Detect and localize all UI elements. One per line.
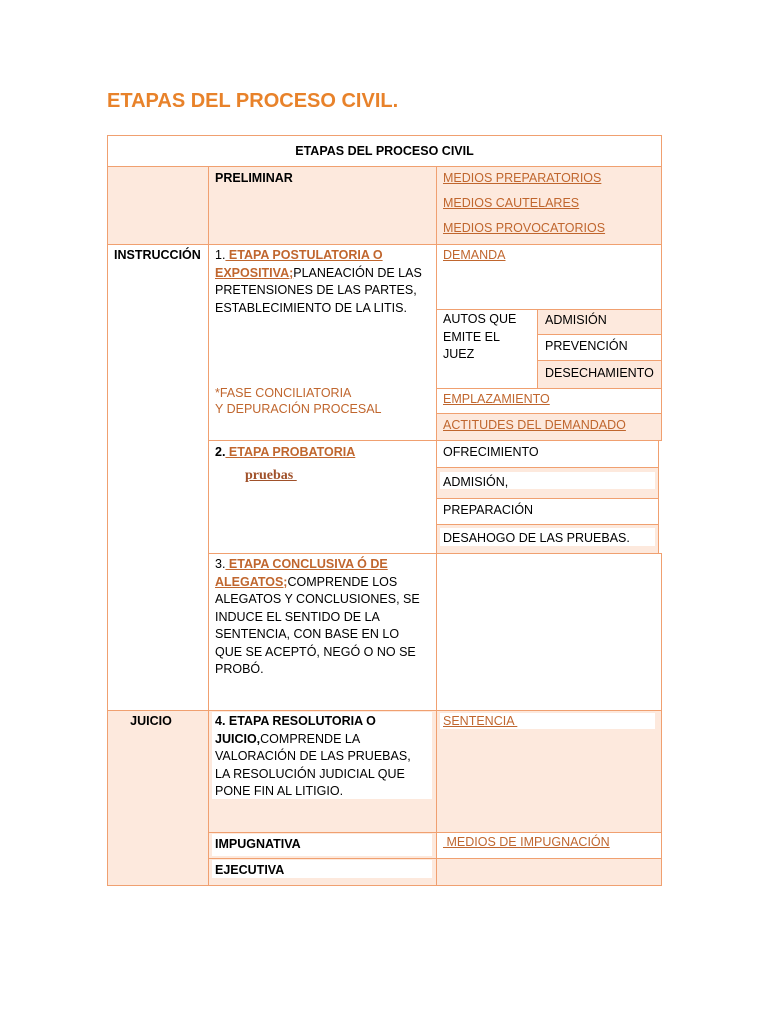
resolutoria-title: 4. ETAPA RESOLUTORIA O — [215, 714, 376, 728]
sentencia-link[interactable]: SENTENCIA — [443, 714, 518, 728]
preliminar-stage: PRELIMINAR — [215, 171, 293, 185]
fase-conciliatoria — [215, 385, 381, 417]
ejecutiva-stage: EJECUTIVA — [215, 863, 285, 877]
juicio-label-cell — [107, 710, 209, 886]
ofrecimiento: OFRECIMIENTO — [443, 445, 539, 459]
juicio-label: JUICIO — [130, 714, 172, 728]
postulatoria-number: 1. — [215, 248, 226, 262]
medios-preparatorios-link[interactable]: MEDIOS PREPARATORIOS — [443, 171, 602, 185]
postulatoria-desc-2: PRETENSIONES DE LAS PARTES, — [215, 283, 417, 297]
resolutoria-desc-1: COMPRENDE LA — [260, 731, 361, 746]
fase-line-2: Y DEPURACIÓN PROCESAL — [215, 402, 382, 416]
resolutoria-title-2: JUICIO, — [215, 731, 261, 746]
autos-line-1: AUTOS QUE — [443, 312, 517, 326]
conclusiva-title-link[interactable]: ETAPA CONCLUSIVA Ó DE — [225, 557, 388, 571]
conclusiva-desc-2: ALEGATOS Y CONCLUSIONES, SE — [215, 592, 420, 606]
postulatoria-desc-1: PLANEACIÓN DE LAS — [293, 265, 422, 280]
desechamiento-auto: DESECHAMIENTO — [545, 366, 654, 380]
medios-cautelares-link[interactable]: MEDIOS CAUTELARES — [443, 196, 580, 210]
conclusiva-desc-3: INDUCE EL SENTIDO DE LA — [215, 609, 380, 624]
impugnativa-stage: IMPUGNATIVA — [215, 837, 301, 851]
probatoria-title — [215, 444, 355, 462]
page-title: ETAPAS DEL PROCESO CIVIL. — [107, 90, 399, 112]
autos-line-2: EMITE EL — [443, 329, 500, 344]
probatoria-number: 2. — [215, 445, 226, 459]
postulatoria-text — [215, 247, 435, 317]
conclusiva-desc-5: QUE SE ACEPTÓ, NEGÓ O NO SE — [215, 644, 416, 659]
conclusiva-number: 3. — [215, 557, 226, 571]
fase-line-1: *FASE CONCILIATORIA — [215, 386, 352, 400]
conclusiva-desc-4: SENTENCIA, CON BASE EN LO — [215, 627, 400, 641]
actitudes-link[interactable]: ACTITUDES DEL DEMANDADO — [443, 418, 626, 432]
postulatoria-desc-3: ESTABLECIMIENTO DE LA LITIS. — [215, 300, 407, 315]
autos-line-3: JUEZ — [443, 347, 475, 361]
admision-prueba: ADMISIÓN, — [443, 475, 509, 489]
conclusiva-desc-1: COMPRENDE LOS — [287, 574, 398, 589]
resolutoria-text — [215, 713, 431, 801]
admision-auto: ADMISIÓN — [545, 313, 607, 327]
conclusiva-title-link-2[interactable]: ALEGATOS; — [215, 574, 288, 589]
prevencion-auto: PREVENCIÓN — [545, 339, 628, 353]
probatoria-title-link[interactable]: ETAPA PROBATORIA — [225, 445, 356, 459]
preparacion: PREPARACIÓN — [443, 503, 534, 517]
resolutoria-desc-3: LA RESOLUCIÓN JUDICIAL QUE — [215, 766, 405, 781]
emplazamiento-link[interactable]: EMPLAZAMIENTO — [443, 392, 550, 406]
ejecutiva-empty-cell — [436, 858, 662, 886]
postulatoria-title-link-2[interactable]: EXPOSITIVA; — [215, 265, 294, 280]
instruccion-label-cell — [107, 244, 209, 711]
demanda-link[interactable]: DEMANDA — [443, 248, 506, 262]
table-header: ETAPAS DEL PROCESO CIVIL — [295, 144, 474, 158]
conclusiva-desc-6: PROBÓ. — [215, 662, 264, 676]
desahogo: DESAHOGO DE LAS PRUEBAS. — [443, 531, 630, 545]
conclusiva-text — [215, 556, 435, 679]
preliminar-label-cell — [107, 166, 209, 245]
postulatoria-title-link[interactable]: ETAPA POSTULATORIA O — [225, 248, 383, 262]
resolutoria-desc-2: VALORACIÓN DE LAS PRUEBAS, — [215, 749, 411, 763]
medios-provocatorios-link[interactable]: MEDIOS PROVOCATORIOS — [443, 221, 606, 235]
conclusiva-empty-cell — [436, 553, 662, 711]
resolutoria-desc-4: PONE FIN AL LITIGIO. — [215, 784, 344, 798]
autos-text — [443, 311, 516, 364]
instruccion-label: INSTRUCCIÓN — [114, 248, 201, 262]
pruebas-note: pruebas — [245, 468, 297, 483]
medios-impugnacion-link[interactable]: MEDIOS DE IMPUGNACIÓN — [443, 835, 610, 849]
